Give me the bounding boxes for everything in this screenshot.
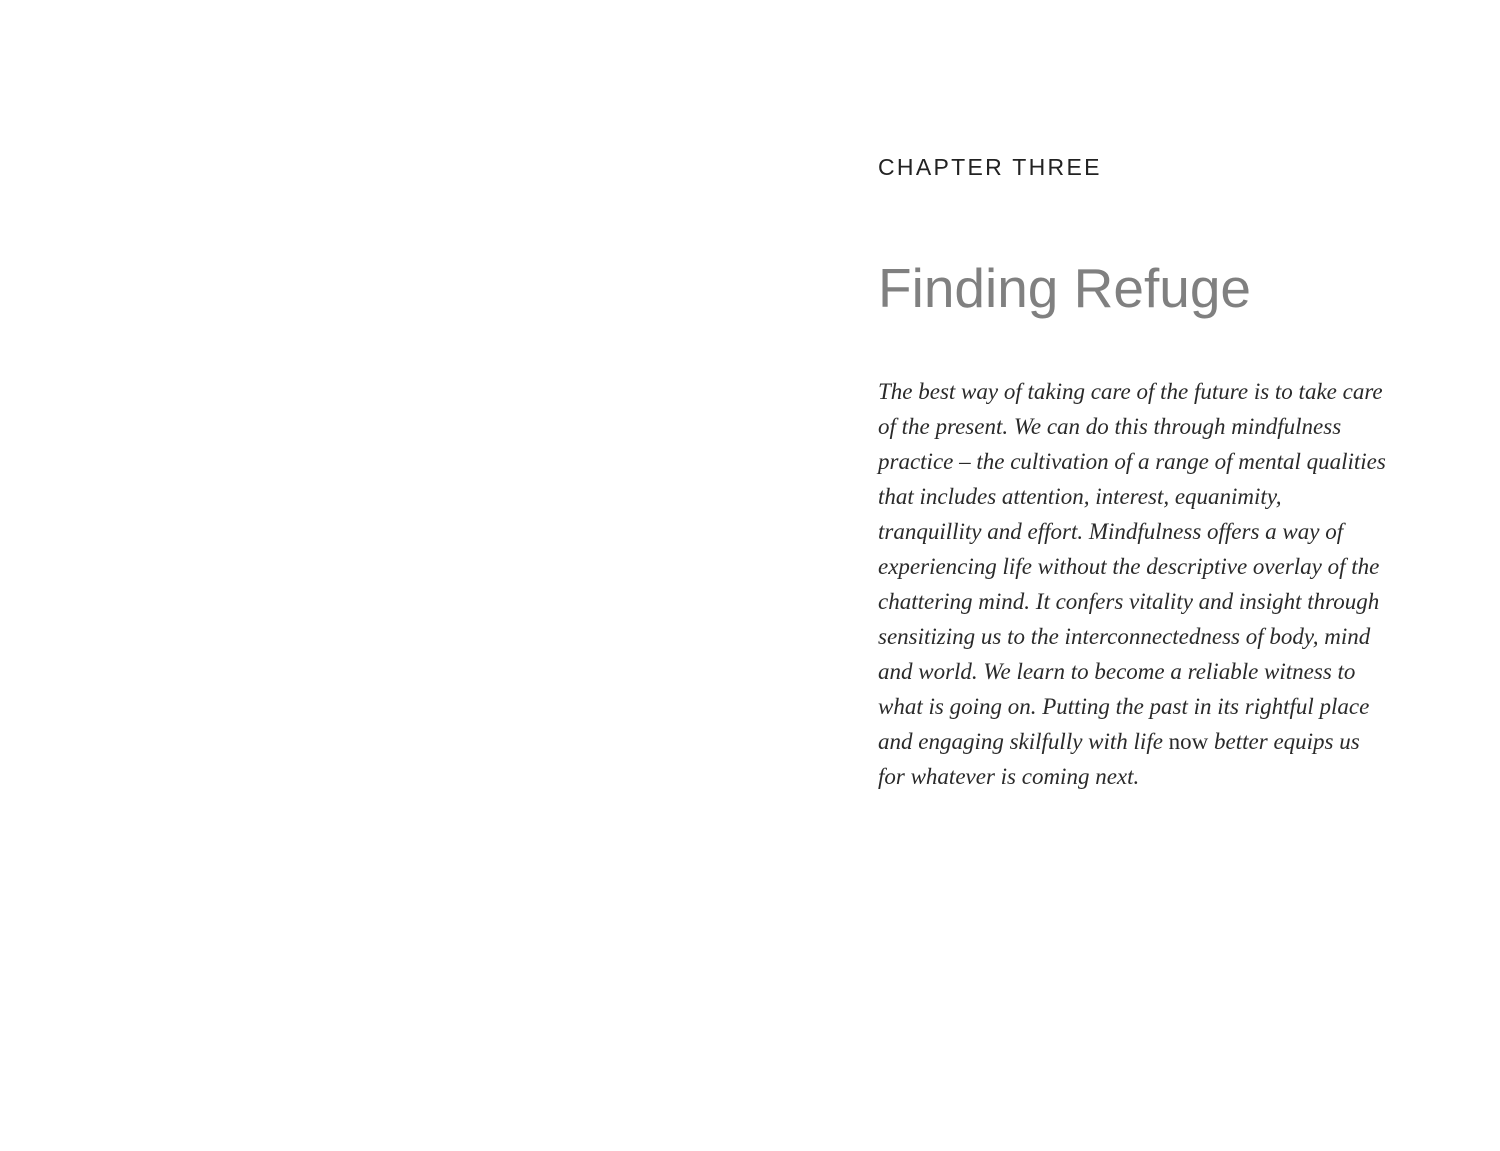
paragraph-line bbox=[878, 724, 1398, 759]
right-page bbox=[750, 0, 1500, 1151]
paragraph-line: tranquillity and effort. Mindfulness offers a way of bbox=[878, 519, 1344, 544]
paragraph-line: chattering mind. It confers vitality and insight through bbox=[878, 589, 1380, 614]
paragraph-line: The best way of taking care of the future is to take care bbox=[878, 379, 1383, 404]
chapter-opening bbox=[878, 152, 1398, 789]
chapter-number-label: CHAPTER THREE bbox=[878, 154, 1102, 180]
paragraph-line: practice – the cultivation of a range of mental qualities bbox=[878, 449, 1386, 474]
paragraph-line: that includes attention, interest, equanimity, bbox=[878, 484, 1282, 509]
paragraph-line: for whatever is coming next. bbox=[878, 764, 1140, 789]
paragraph-line: and world. We learn to become a reliable witness to bbox=[878, 659, 1356, 684]
line-segment: and engaging skilfully with life bbox=[878, 729, 1169, 754]
paragraph-line: of the present. We can do this through mindfulness bbox=[878, 414, 1342, 439]
chapter-title: Finding Refuge bbox=[878, 257, 1252, 319]
paragraph-line: sensitizing us to the interconnectedness of body, mind bbox=[878, 624, 1371, 649]
paragraph-line: experiencing life without the descriptive overlay of the bbox=[878, 554, 1380, 579]
line-segment: better equips us bbox=[1208, 729, 1360, 754]
paragraph-line: what is going on. Putting the past in its rightful place bbox=[878, 694, 1370, 719]
emphasis-roman-word: now bbox=[1168, 729, 1209, 754]
epigraph-paragraph bbox=[878, 374, 1398, 794]
